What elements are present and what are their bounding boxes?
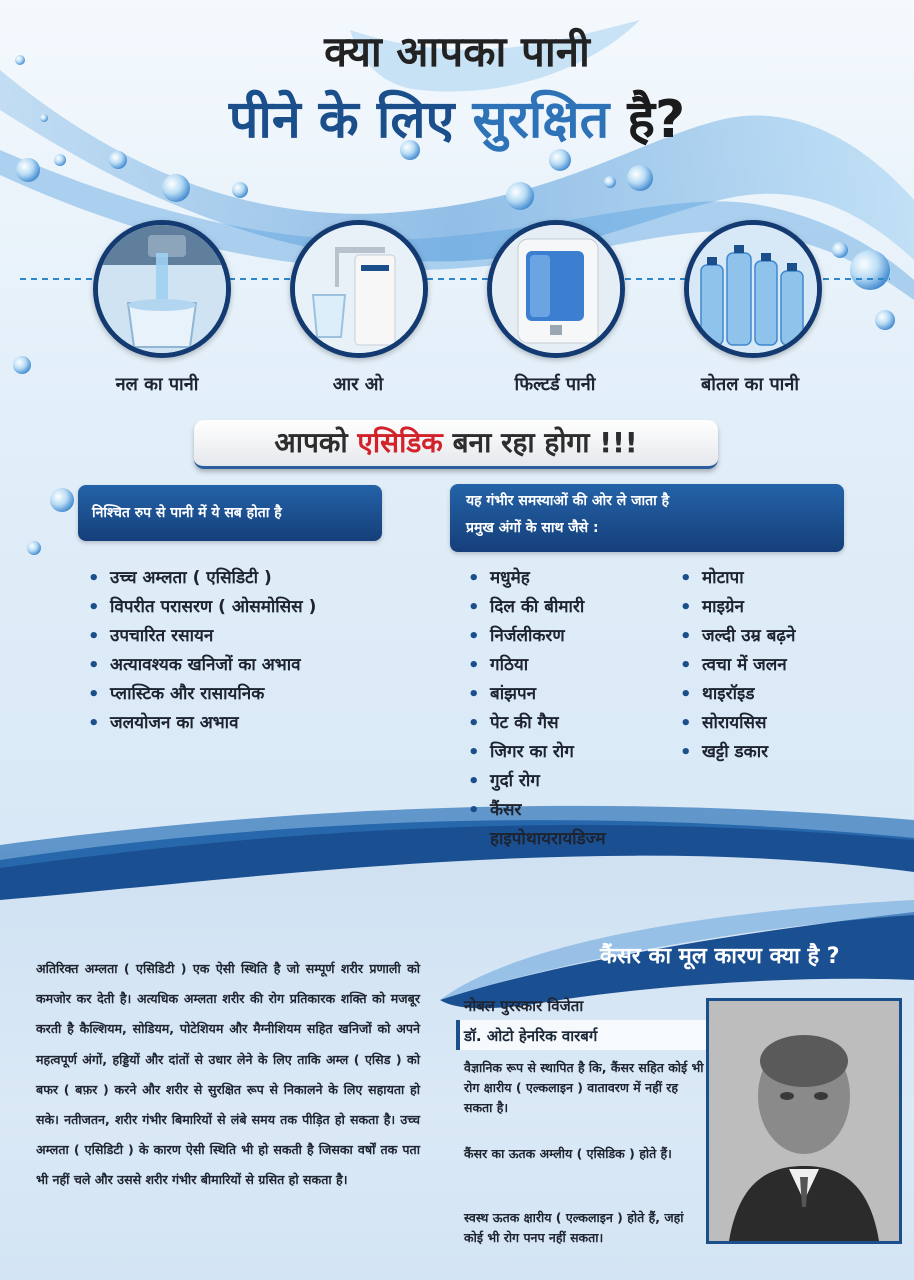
list-item: • खट्टी डकार [676, 738, 906, 767]
headline-safe-word: सुरक्षित [472, 90, 610, 150]
list-item: • अत्यावश्यक खनिजों का अभाव [84, 651, 424, 680]
ro-purifier-icon [290, 220, 428, 358]
banner-part3: बना रहा होगा !!! [452, 426, 638, 459]
right-heading-line1: यह गंभीर समस्याओं की ओर ले जाता है [466, 493, 670, 509]
tap-water-icon [93, 220, 231, 358]
list-item: • गठिया [464, 651, 674, 680]
list-item: • जलयोजन का अभाव [84, 709, 424, 738]
list-item: • पेट की गैस [464, 709, 674, 738]
list-item: • बांझपन [464, 680, 674, 709]
nobel-laureate-label: नोबल पुरस्कार विजेता [464, 997, 584, 1015]
right-heading-line2: प्रमुख अंगों के साथ जैसे : [466, 520, 599, 536]
water-type-label: फिल्टर्ड पानी [514, 374, 596, 395]
list-item: • हाइपोथायरायडिज्म [464, 825, 674, 854]
headline-question: है? [627, 90, 686, 150]
cancer-fact-3: स्वस्थ ऊतक क्षारीय ( एल्कलाइन ) होते हैं, जहां कोई भी रोग पनप नहीं सकता। [464, 1210, 684, 1245]
cancer-fact-1: वैज्ञानिक रूप से स्थापित है कि, कैंसर सहित कोई भी रोग क्षारीय ( एल्कलाइन ) वातावरण में नहीं रह सकता है। [464, 1060, 704, 1115]
list-item: • जल्दी उम्र बढ़ने [676, 622, 906, 651]
filter-purifier-icon [487, 220, 625, 358]
right-section-heading [450, 484, 844, 552]
list-item: • दिल की बीमारी [464, 593, 674, 622]
list-item: • उपचारित रसायन [84, 622, 424, 651]
list-item: • थाइरॉइड [676, 680, 906, 709]
water-type-label: आर ओ [332, 374, 384, 395]
list-item: • कैंसर [464, 796, 674, 825]
list-item: • निर्जलीकरण [464, 622, 674, 651]
list-item: • जिगर का रोग [464, 738, 674, 767]
water-type-label: नल का पानी [115, 374, 199, 395]
banner-part1: आपको [274, 426, 348, 459]
headline-line2 [0, 82, 914, 153]
headline-part1: पीने के लिए [228, 90, 455, 150]
list-item: • गुर्दा रोग [464, 767, 674, 796]
cancer-fact-2: कैंसर का ऊतक अम्लीय ( एसिडिक ) होते हैं। [464, 1146, 672, 1161]
list-item: • मोटापा [676, 564, 906, 593]
water-type-label: बोतल का पानी [701, 374, 799, 395]
acidic-warning-banner [194, 420, 718, 469]
doctor-name: डॉ. ओटो हेनरिक वारबर्ग [464, 1027, 598, 1045]
left-section-heading: निश्चित रुप से पानी में ये सब होता है [78, 485, 382, 541]
water-contents-list [84, 564, 424, 738]
diseases-list-col1 [464, 564, 674, 854]
bottled-water-icon [684, 220, 822, 358]
diseases-list-col2 [676, 564, 906, 767]
list-item: • त्वचा में जलन [676, 651, 906, 680]
list-item: • उच्च अम्लता ( एसिडिटी ) [84, 564, 424, 593]
list-item: • विपरीत परासरण ( ओसमोसिस ) [84, 593, 424, 622]
list-item: • सोरायसिस [676, 709, 906, 738]
headline-line1: क्या आपका पानी [324, 27, 590, 76]
list-item: • प्लास्टिक और रासायनिक [84, 680, 424, 709]
cancer-cause-heading: कैंसर का मूल कारण क्या है ? [600, 944, 840, 969]
acidity-paragraph: अतिरिक्त अम्लता ( एसिडिटी ) एक ऐसी स्थिति है जो सम्पूर्ण शरीर प्रणाली को कमजोर कर देती है। अत्यधिक अम्लता शरीर की रोग प्रतिकारक शक्ति को मजबूर करती है कैल्शियम, सोडियम, पोटेशियम और मैग्नीशियम सहित खनिजों को अपने महत्वपूर्ण अंगों, हड्डियों और दांतों से उधार लेने के लिए ताकि अम्ल ( एसिड ) को बफर ( बफ़र ) करने और शरीर से सुरक्षित रूप से निकालने के लिए सहायता हो सके। नतीजतन, शरीर गंभीर बिमारियों से लंबे समय तक पीड़ित हो सकता है। उच्च अम्लता ( एसिडिटी ) के कारण ऐसी स्थिति भी हो सकती है जिसका वर्षों तक पता भी नहीं चले और उससे शरीर गंभीर बीमारियों से ग्रसित हो सकता है। [36, 961, 420, 1188]
list-item: • मधुमेह [464, 564, 674, 593]
doctor-portrait [706, 998, 902, 1244]
list-item: • माइग्रेन [676, 593, 906, 622]
banner-acidic-word: एसिडिक [357, 426, 443, 459]
